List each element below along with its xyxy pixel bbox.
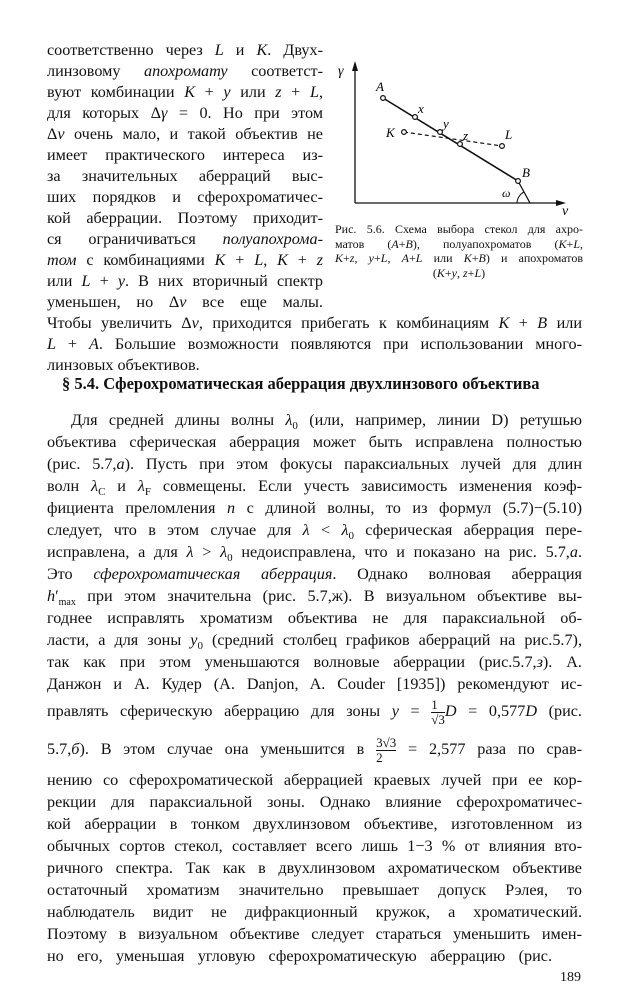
- text-line: (рис. 5.7,а). Пусть при этом фокусы параксиальных лучей для длин: [47, 455, 582, 473]
- label-z: z: [463, 128, 469, 143]
- text-line: исправлена, а для $\lambda > \lambda_0$ недоисправлена, что и показано на рис. 5.7,а.: [47, 543, 582, 565]
- text-line: ричного спектра. Так как в двухлинзовом ахроматическом объективе: [47, 859, 582, 877]
- text-line: годнее исправлять хроматизм объектива не для параксиальной об-: [47, 609, 582, 627]
- text-line: линзовому апохромату соответст-: [47, 62, 324, 80]
- text-line: Чтобы увеличить Δν, приходится прибегать к комбинациям K + B или: [47, 314, 583, 332]
- text-line: Для средней длины волны $\lambda_0$ (или, например, линии D) ретушью: [71, 411, 582, 433]
- label-k: K: [386, 125, 395, 140]
- text-line: ших порядков и сферохроматичес-: [47, 188, 323, 206]
- text-line: для которых Δγ = 0. Но при этом: [47, 104, 324, 122]
- point-z: [458, 142, 463, 147]
- text-line: наблюдатель видит не дифракционный кружок, а хроматический.: [47, 903, 582, 921]
- text-line: за значительных аберраций выс-: [47, 167, 323, 185]
- label-a: A: [376, 79, 384, 94]
- text-line: вуют комбинации K + y или z + L,: [47, 83, 324, 101]
- text-line: обычных сортов стекол, составляет всего лишь 1−3 % от влияния вто-: [47, 837, 582, 855]
- text-line: 5.7,б). В этом случае она уменьшится в $\frac{3√3}{2}$ = 2,577 раза по срав-: [47, 735, 582, 765]
- label-y: y: [443, 116, 449, 131]
- text-line: ся ограничиваться полуапохрома-: [47, 230, 323, 248]
- axis-label-nu: ν: [562, 204, 569, 215]
- point-b: [516, 179, 521, 184]
- text-line: L + A. Большие возможности появляются при использовании много-: [47, 335, 582, 353]
- text-line: волн $\lambda_C$ и $\lambda_F$ совмещены. Если учесть зависимость изменения коэф-: [47, 477, 582, 499]
- text-line: правлять сферическую аберрацию для зоны y = $\frac{1}{√3}$ D = 0,577D (рис.: [47, 697, 582, 727]
- point-y: [438, 130, 443, 135]
- text-line: Это сферохроматическая аберрация. Однако волновая аберрация: [47, 565, 582, 583]
- text-line: объектива сферическая аберрация может быть исправлена полностью: [47, 433, 582, 451]
- point-x: [413, 115, 418, 120]
- section-heading: § 5.4. Сферохроматическая аберрация двухлинзового объектива: [62, 374, 540, 393]
- text-line: ласти, а для зоны $y_0$ (средний столбец графиков аберраций на рис.5.7),: [47, 631, 582, 653]
- text-line: том с комбинациями K + L, K + z: [47, 251, 323, 269]
- point-l: [500, 144, 505, 149]
- text-line: следует, что в этом случае для $\lambda < \lambda_0$ сферическая аберрация пере-: [47, 521, 582, 543]
- axis-label-gamma: γ: [338, 64, 344, 79]
- line-a-b: [383, 98, 518, 181]
- text-line: кой аберрации в тонком двухлинзовом объективе, изготовленном из: [47, 815, 582, 833]
- text-line: остаточный хроматизм значительно превышает допуск Рэлея, то: [47, 881, 582, 899]
- figure-caption-line: K+z, y+L, A+L или K+B) и апохроматов: [335, 251, 584, 265]
- figure-caption-line: Рис. 5.6. Схема выбора стекол для ахро-: [335, 222, 583, 236]
- figure-glass-selection-diagram: [330, 55, 590, 215]
- text-line: нению со сферохроматической аберрацией краевых лучей при ее кор-: [47, 771, 582, 789]
- text-line: $h'_{max}$ при этом значительна (рис. 5.7,ж). В визуальном объективе вы-: [47, 587, 582, 609]
- text-line: имеет практического интереса из-: [47, 146, 323, 164]
- page-number: 189: [560, 970, 581, 985]
- text-line: соответственно через L и K. Двух-: [47, 41, 323, 59]
- point-k: [402, 130, 407, 135]
- text-line: уменьшен, но Δν все еще малы.: [47, 293, 323, 311]
- label-omega: ω: [502, 186, 511, 200]
- text-line: так как при этом уменьшаются волновые аберрации (рис.5.7,з). А.: [47, 653, 582, 671]
- label-x: x: [418, 101, 424, 116]
- text-line: Поэтому в визуальном объективе следует стараться уменьшить имен-: [47, 925, 582, 943]
- text-line: фициента преломления n с длиной волны, то из формул (5.7)−(5.10): [47, 499, 582, 517]
- text-line: рекции для параксиальной зоны. Однако влияние сферохроматичес-: [47, 793, 582, 811]
- label-l: L: [505, 127, 513, 142]
- text-line: кой аберрации. Поэтому приходит-: [47, 209, 323, 227]
- text-line: Δν очень мало, и такой объектив не: [47, 125, 323, 143]
- angle-arc: [517, 192, 524, 203]
- text-line: или L + y. В них вторичный спектр: [47, 272, 323, 290]
- figure-caption-line: матов (A+B), полуапохроматов (K+L,: [335, 236, 583, 251]
- dashed-line-k-l: [404, 132, 502, 146]
- text-line: линзовых объективов.: [47, 356, 200, 374]
- label-b: B: [522, 165, 530, 180]
- point-a: [381, 96, 386, 101]
- text-line: но его, уменьшая угловую сферохроматическую аберрацию (рис.: [47, 947, 552, 965]
- figure-caption-line: (K+y, z+L): [432, 265, 486, 280]
- text-line: Данжон и А. Кудер (A. Danjon, A. Couder [1935]) рекомендуют ис-: [47, 675, 582, 693]
- y-axis-arrow-icon: [352, 61, 358, 71]
